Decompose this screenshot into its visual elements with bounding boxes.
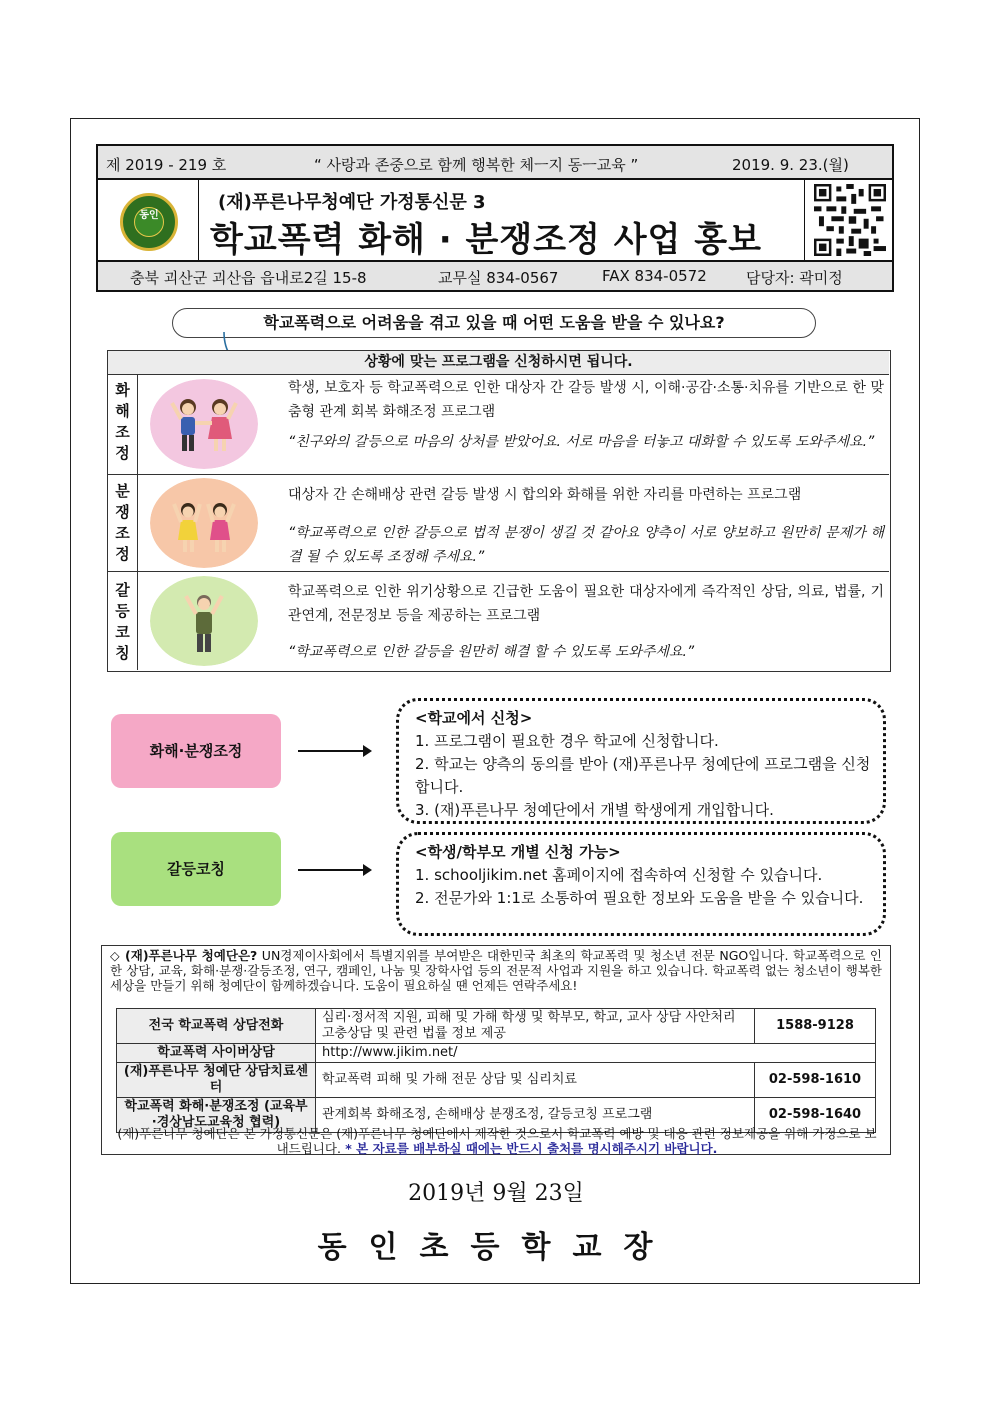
- issue-date: 2019. 9. 23.(월): [732, 156, 849, 174]
- organization-info-box: [101, 945, 891, 1155]
- fax-number: FAX 834-0572: [602, 267, 707, 285]
- program-label: 분 쟁 조 정: [108, 475, 138, 571]
- program-description: 대상자 간 손해배상 관련 갈등 발생 시 합의와 화해를 위한 자리를 마련하는 프로그램: [288, 487, 802, 503]
- program-table-heading: 상황에 맞는 프로그램을 신청하시면 됩니다.: [108, 351, 889, 375]
- coach-icon: [150, 576, 258, 666]
- school-motto: “ 사랑과 존중으로 함께 행복한 체ㅡ지 동ㅡ교육 ”: [314, 156, 639, 174]
- list-item: 3. (재)푸른나무 청예단에서 개별 학생에게 개입합니다.: [415, 801, 774, 819]
- program-quote: “학교폭력으로 인한 갈등을 원만히 해결 할 수 있도록 도와주세요.”: [288, 644, 695, 660]
- divider: [804, 180, 805, 260]
- program-label: 갈 등 코 칭: [108, 572, 138, 670]
- qr-code-icon: [814, 184, 886, 256]
- program-description: 학생, 보호자 등 학교폭력으로 인한 대상자 간 갈등 발생 시, 이해·공감·소통·치유를 기반으로 한 맞춤형 관계 회복 화해조정 프로그램: [288, 380, 884, 420]
- school-address: 충북 괴산군 괴산읍 읍내로2길 15-8: [130, 269, 367, 287]
- program-label: 화 해 조 정: [108, 374, 138, 474]
- title-bar: [98, 180, 892, 262]
- list-item: 1. 프로그램이 필요한 경우 학교에 신청합니다.: [415, 732, 719, 750]
- question-banner: 학교폭력으로 어려움을 겪고 있을 때 어떤 도움을 받을 수 있나요?: [172, 308, 816, 338]
- school-application-title: <학교에서 신청>: [415, 709, 533, 727]
- arrow-right-icon: [298, 869, 370, 871]
- contact-bar: [98, 262, 892, 290]
- program-description: 학교폭력으로 인한 위기상황으로 긴급한 도움이 필요한 대상자에게 즉각적인 상담, 의료, 법률, 기관연계, 전문정보 등을 제공하는 프로그램: [288, 584, 884, 624]
- contact-phone[interactable]: 02-598-1640: [755, 1098, 876, 1133]
- mediation-dispute-box: 화해·분쟁조정: [111, 714, 281, 788]
- issue-bar: [98, 146, 892, 180]
- list-item: 1. schooljikim.net 홈페이지에 접속하여 신청할 수 있습니다.: [415, 866, 823, 884]
- contact-phone[interactable]: 02-598-1610: [755, 1063, 876, 1098]
- table-row: [117, 1009, 876, 1044]
- conflict-coaching-box: 갈등코칭: [111, 832, 281, 906]
- contact-name: 전국 학교폭력 상담전화: [117, 1009, 316, 1044]
- newsletter-title: 학교폭력 화해 · 분쟁조정 사업 홍보: [210, 220, 762, 260]
- closing-date: 2019년 9월 23일: [408, 1181, 584, 1206]
- contact-name: 학교폭력 사이버상담: [117, 1044, 316, 1063]
- contact-phone[interactable]: 1588-9128: [755, 1009, 876, 1044]
- program-row-mediation: [108, 374, 889, 475]
- divider: [198, 180, 199, 260]
- children-cheering-icon: [150, 478, 258, 568]
- contact-name: 학교폭력 화해·분쟁조정 (교육부·경상남도교육청 협력): [117, 1098, 316, 1133]
- contact-service: 심리·정서적 지원, 피해 및 가해 학생 및 학부모, 학교, 교사 상담 사안처리 고충상담 및 관련 법률 정보 제공: [316, 1009, 755, 1044]
- individual-application-title: <학생/학부모 개별 신청 가능>: [415, 843, 621, 861]
- contact-service: 관계회복 화해조정, 손해배상 분쟁조정, 갈등코칭 프로그램: [316, 1098, 755, 1133]
- info-footer: (재)푸른나무 청예단은 본 가정통신문은 (재)푸른나무 청예단에서 제작한 것으로서 학교폭력 예방 및 대응 관련 정보제공을 위해 가정으로 보내드립니다. * 본 자료를 배부하실 때에는 반드시 출처를 명시해주시기 바랍니다.: [117, 1126, 877, 1156]
- office-phone: 교무실 834-0567: [438, 269, 559, 287]
- arrow-right-icon: [298, 750, 370, 752]
- table-row: [117, 1063, 876, 1098]
- contact-table: [116, 1008, 876, 1133]
- letterhead: [96, 144, 894, 292]
- school-logo: [120, 193, 178, 251]
- contact-url-link[interactable]: http://www.jikim.net/: [316, 1044, 876, 1063]
- list-item: 2. 학교는 양측의 동의를 받아 (재)푸른나무 청예단에 프로그램을 신청합니다.: [415, 755, 871, 796]
- contact-service: 학교폭력 피해 및 가해 전문 상담 및 심리치료: [316, 1063, 755, 1098]
- individual-application-box: [396, 832, 886, 936]
- program-row-dispute: [108, 475, 889, 572]
- school-logo-text: 동인: [134, 207, 164, 237]
- program-table: [107, 350, 891, 672]
- organization-intro: ◇ (재)푸른나무 청예단은? UN경제이사회에서 특별지위를 부여받은 대한민국 최초의 학교폭력 및 청소년 전문 NGO입니다. 학교폭력으로 인한 상담, 교육, 화해·분쟁·갈등조정, 연구, 캠페인, 나눔 및 장학사업 등의 전문적 사업과 지원을 하고 있습니다. 학교폭력 없는 청소년이 행복한 세상을 만들기 위해 청예단이 함께하겠습니다. 도움이 필요하실 땐 언제든 연락주세요!: [110, 948, 883, 993]
- contact-name: (재)푸른나무 청예단 상담치료센터: [117, 1063, 316, 1098]
- table-row: [117, 1044, 876, 1063]
- contact-person: 담당자: 곽미정: [746, 269, 843, 287]
- school-application-box: [396, 698, 886, 824]
- newsletter-subtitle: (재)푸른나무청예단 가정통신문 3: [218, 192, 486, 213]
- program-row-coaching: [108, 572, 889, 670]
- issue-number: 제 2019 - 219 호: [106, 156, 227, 174]
- list-item: 2. 전문가와 1:1로 소통하여 필요한 정보와 도움을 받을 수 있습니다.: [415, 889, 864, 907]
- program-quote: “학교폭력으로 인한 갈등으로 법적 분쟁이 생길 것 같아요 양측이 서로 양보하고 원만히 문제가 해결 될 수 있도록 조정해 주세요.”: [288, 525, 884, 565]
- principal-signature: 동인초등학교장: [317, 1230, 675, 1265]
- program-quote: “친구와의 갈등으로 마음의 상처를 받았어요. 서로 마음을 터놓고 대화할 수 있도록 도와주세요.”: [288, 434, 875, 450]
- children-holding-hands-icon: [150, 379, 258, 469]
